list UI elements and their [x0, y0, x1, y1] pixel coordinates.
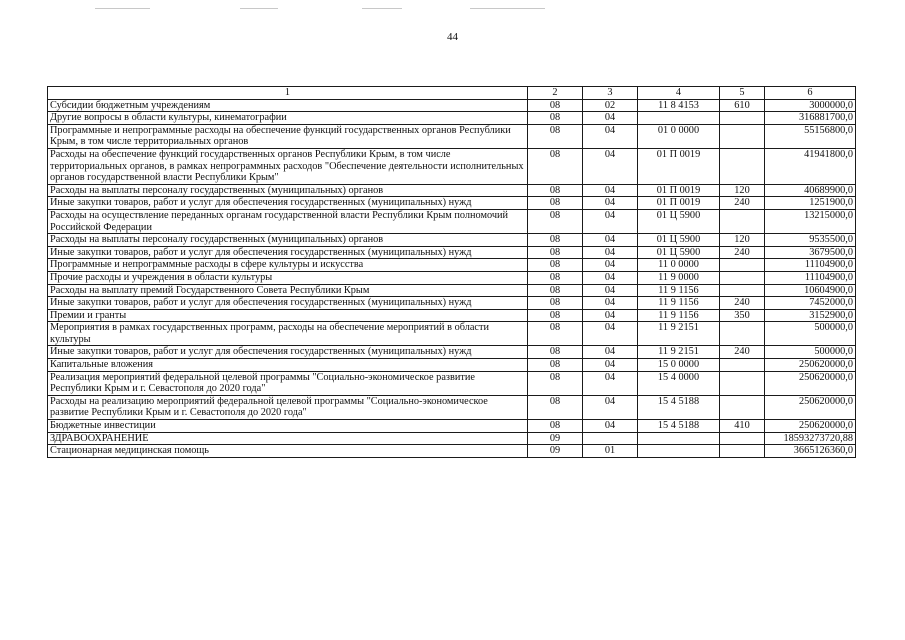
row-name-cell: Программные и непрограммные расходы в сфере культуры и искусства	[48, 259, 528, 272]
section-code-cell: 08	[528, 395, 583, 419]
column-header: 2	[528, 87, 583, 100]
section-code-cell: 08	[528, 271, 583, 284]
scan-artifact-line	[362, 8, 402, 9]
amount-cell: 250620000,0	[765, 420, 856, 433]
amount-cell: 7452000,0	[765, 297, 856, 310]
table-row	[48, 184, 856, 197]
target-article-cell: 15 0 0000	[638, 359, 720, 372]
expense-type-cell: 120	[720, 184, 765, 197]
row-name-cell: Расходы на реализацию мероприятий федеральной целевой программы "Социально-экономическое развитие Республики Крым и г. Севастополя до 2020 года"	[48, 395, 528, 419]
column-header: 3	[583, 87, 638, 100]
row-name-cell: Иные закупки товаров, работ и услуг для обеспечения государственных (муниципальных) нужд	[48, 246, 528, 259]
target-article-cell: 11 9 1156	[638, 297, 720, 310]
scan-artifact-line	[470, 8, 545, 9]
row-name-cell: Расходы на осуществление переданных органам государственной власти Республики Крым полномочий Российской Федерации	[48, 209, 528, 233]
expense-type-cell	[720, 124, 765, 148]
target-article-cell: 01 П 0019	[638, 148, 720, 184]
table-row	[48, 259, 856, 272]
expense-type-cell: 240	[720, 246, 765, 259]
subsection-code-cell: 04	[583, 209, 638, 233]
subsection-code-cell: 04	[583, 322, 638, 346]
table-row	[48, 99, 856, 112]
table-row	[48, 297, 856, 310]
subsection-code-cell: 04	[583, 197, 638, 210]
table-row	[48, 148, 856, 184]
table-row	[48, 309, 856, 322]
table-row	[48, 346, 856, 359]
amount-cell: 9535500,0	[765, 234, 856, 247]
row-name-cell: Премии и гранты	[48, 309, 528, 322]
section-code-cell: 09	[528, 432, 583, 445]
amount-cell: 3665126360,0	[765, 445, 856, 458]
amount-cell: 3000000,0	[765, 99, 856, 112]
subsection-code-cell: 04	[583, 297, 638, 310]
row-name-cell: Бюджетные инвестиции	[48, 420, 528, 433]
subsection-code-cell: 02	[583, 99, 638, 112]
amount-cell: 316881700,0	[765, 112, 856, 125]
amount-cell: 3152900,0	[765, 309, 856, 322]
row-name-cell: Субсидии бюджетным учреждениям	[48, 99, 528, 112]
section-code-cell: 08	[528, 346, 583, 359]
table-row	[48, 246, 856, 259]
target-article-cell: 15 4 0000	[638, 371, 720, 395]
target-article-cell: 01 П 0019	[638, 184, 720, 197]
table-row	[48, 445, 856, 458]
expense-type-cell: 240	[720, 346, 765, 359]
target-article-cell: 11 9 2151	[638, 322, 720, 346]
target-article-cell: 15 4 5188	[638, 395, 720, 419]
target-article-cell: 11 9 1156	[638, 284, 720, 297]
subsection-code-cell: 04	[583, 420, 638, 433]
subsection-code-cell: 01	[583, 445, 638, 458]
table-row	[48, 432, 856, 445]
section-code-cell: 09	[528, 445, 583, 458]
row-name-cell: Иные закупки товаров, работ и услуг для обеспечения государственных (муниципальных) нужд	[48, 346, 528, 359]
amount-cell: 3679500,0	[765, 246, 856, 259]
target-article-cell: 11 8 4153	[638, 99, 720, 112]
section-code-cell: 08	[528, 297, 583, 310]
table-row	[48, 209, 856, 233]
expense-type-cell: 120	[720, 234, 765, 247]
table-row	[48, 420, 856, 433]
subsection-code-cell: 04	[583, 371, 638, 395]
amount-cell: 41941800,0	[765, 148, 856, 184]
column-header: 6	[765, 87, 856, 100]
expense-type-cell	[720, 395, 765, 419]
expense-type-cell	[720, 371, 765, 395]
table-row	[48, 322, 856, 346]
subsection-code-cell	[583, 432, 638, 445]
row-name-cell: Иные закупки товаров, работ и услуг для обеспечения государственных (муниципальных) нужд	[48, 197, 528, 210]
amount-cell: 1251900,0	[765, 197, 856, 210]
row-name-cell: Расходы на выплаты персоналу государственных (муниципальных) органов	[48, 184, 528, 197]
subsection-code-cell: 04	[583, 309, 638, 322]
row-name-cell: Стационарная медицинская помощь	[48, 445, 528, 458]
subsection-code-cell: 04	[583, 271, 638, 284]
table-row	[48, 124, 856, 148]
expense-type-cell: 410	[720, 420, 765, 433]
subsection-code-cell: 04	[583, 346, 638, 359]
target-article-cell: 01 Ц 5900	[638, 246, 720, 259]
target-article-cell	[638, 445, 720, 458]
amount-cell: 18593273720,88	[765, 432, 856, 445]
table-row	[48, 271, 856, 284]
table-row	[48, 395, 856, 419]
expense-type-cell	[720, 148, 765, 184]
amount-cell: 13215000,0	[765, 209, 856, 233]
target-article-cell: 11 9 1156	[638, 309, 720, 322]
section-code-cell: 08	[528, 284, 583, 297]
amount-cell: 10604900,0	[765, 284, 856, 297]
amount-cell: 40689900,0	[765, 184, 856, 197]
amount-cell: 250620000,0	[765, 371, 856, 395]
section-code-cell: 08	[528, 371, 583, 395]
table-header-row	[48, 87, 856, 100]
section-code-cell: 08	[528, 246, 583, 259]
subsection-code-cell: 04	[583, 148, 638, 184]
section-code-cell: 08	[528, 420, 583, 433]
amount-cell: 11104900,0	[765, 259, 856, 272]
expense-type-cell	[720, 359, 765, 372]
scan-artifact-line	[95, 8, 150, 9]
expense-type-cell	[720, 432, 765, 445]
target-article-cell: 11 9 2151	[638, 346, 720, 359]
target-article-cell: 01 Ц 5900	[638, 234, 720, 247]
subsection-code-cell: 04	[583, 259, 638, 272]
section-code-cell: 08	[528, 184, 583, 197]
section-code-cell: 08	[528, 322, 583, 346]
row-name-cell: Расходы на обеспечение функций государственных органов Республики Крым, в том числе территориальных органов, в рамках непрограммных расходов "Обеспечение деятельности исполнительных органов государственной власти Республики Крым"	[48, 148, 528, 184]
expense-type-cell: 610	[720, 99, 765, 112]
section-code-cell: 08	[528, 259, 583, 272]
section-code-cell: 08	[528, 99, 583, 112]
row-name-cell: Программные и непрограммные расходы на обеспечение функций государственных органов Республики Крым, в том числе территориальных органов	[48, 124, 528, 148]
expense-type-cell	[720, 284, 765, 297]
column-header: 4	[638, 87, 720, 100]
section-code-cell: 08	[528, 359, 583, 372]
subsection-code-cell: 04	[583, 184, 638, 197]
target-article-cell: 01 0 0000	[638, 124, 720, 148]
expense-type-cell	[720, 112, 765, 125]
row-name-cell: Иные закупки товаров, работ и услуг для обеспечения государственных (муниципальных) нужд	[48, 297, 528, 310]
expense-type-cell: 350	[720, 309, 765, 322]
target-article-cell: 01 П 0019	[638, 197, 720, 210]
target-article-cell: 11 0 0000	[638, 259, 720, 272]
subsection-code-cell: 04	[583, 284, 638, 297]
expense-type-cell	[720, 209, 765, 233]
table-row	[48, 234, 856, 247]
page-number: 44	[447, 31, 458, 43]
expense-type-cell	[720, 445, 765, 458]
amount-cell: 500000,0	[765, 322, 856, 346]
section-code-cell: 08	[528, 124, 583, 148]
row-name-cell: Мероприятия в рамках государственных программ, расходы на обеспечение мероприятий в области культуры	[48, 322, 528, 346]
table-row	[48, 371, 856, 395]
expense-type-cell	[720, 271, 765, 284]
amount-cell: 250620000,0	[765, 395, 856, 419]
scan-artifact-line	[240, 8, 278, 9]
table-row	[48, 112, 856, 125]
row-name-cell: Расходы на выплату премий Государственного Совета Республики Крым	[48, 284, 528, 297]
target-article-cell: 11 9 0000	[638, 271, 720, 284]
section-code-cell: 08	[528, 148, 583, 184]
amount-cell: 250620000,0	[765, 359, 856, 372]
target-article-cell: 01 Ц 5900	[638, 209, 720, 233]
subsection-code-cell: 04	[583, 246, 638, 259]
subsection-code-cell: 04	[583, 234, 638, 247]
target-article-cell	[638, 432, 720, 445]
target-article-cell: 15 4 5188	[638, 420, 720, 433]
expense-type-cell	[720, 322, 765, 346]
expense-type-cell	[720, 259, 765, 272]
row-name-cell: ЗДРАВООХРАНЕНИЕ	[48, 432, 528, 445]
amount-cell: 55156800,0	[765, 124, 856, 148]
column-header: 5	[720, 87, 765, 100]
subsection-code-cell: 04	[583, 359, 638, 372]
row-name-cell: Реализация мероприятий федеральной целевой программы "Социально-экономическое развитие Республики Крым и г. Севастополя до 2020 года"	[48, 371, 528, 395]
row-name-cell: Прочие расходы и учреждения в области культуры	[48, 271, 528, 284]
subsection-code-cell: 04	[583, 112, 638, 125]
section-code-cell: 08	[528, 112, 583, 125]
expense-type-cell: 240	[720, 297, 765, 310]
subsection-code-cell: 04	[583, 395, 638, 419]
amount-cell: 500000,0	[765, 346, 856, 359]
expense-type-cell: 240	[720, 197, 765, 210]
section-code-cell: 08	[528, 209, 583, 233]
table-row	[48, 197, 856, 210]
budget-table	[47, 86, 856, 458]
row-name-cell: Расходы на выплаты персоналу государственных (муниципальных) органов	[48, 234, 528, 247]
section-code-cell: 08	[528, 309, 583, 322]
target-article-cell	[638, 112, 720, 125]
column-header: 1	[48, 87, 528, 100]
subsection-code-cell: 04	[583, 124, 638, 148]
row-name-cell: Капитальные вложения	[48, 359, 528, 372]
section-code-cell: 08	[528, 234, 583, 247]
table-row	[48, 359, 856, 372]
row-name-cell: Другие вопросы в области культуры, кинематографии	[48, 112, 528, 125]
table-row	[48, 284, 856, 297]
section-code-cell: 08	[528, 197, 583, 210]
amount-cell: 11104900,0	[765, 271, 856, 284]
